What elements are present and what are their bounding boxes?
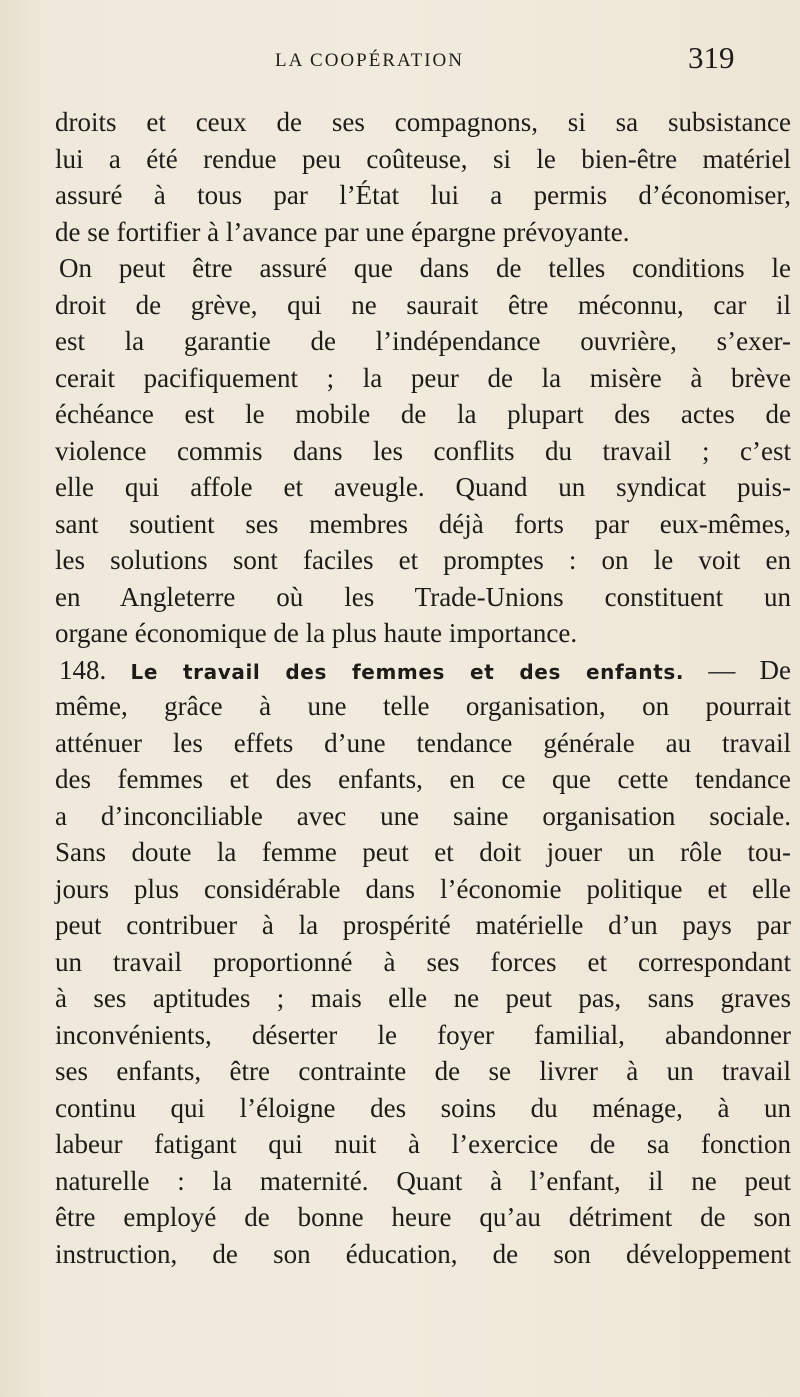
- text-line: ses enfants, être contrainte de se livrer à un travail: [55, 1056, 791, 1086]
- text-line: sant soutient ses membres déjà forts par eux-mêmes,: [55, 508, 791, 539]
- text-line: des femmes et des enfants, en ce que cette tendance: [55, 764, 791, 794]
- text-line: être employé de bonne heure qu’au détriment de son: [55, 1202, 791, 1232]
- text-line: à ses aptitudes ; mais elle ne peut pas, sans graves: [55, 983, 791, 1013]
- running-title: LA COOPÉRATION: [275, 50, 464, 71]
- text-line: droit de grève, qui ne saurait être méconnu, car il: [55, 289, 791, 320]
- section-heading-line: [55, 652, 791, 689]
- text-line: inconvénients, déserter le foyer familial, abandonner: [55, 1019, 791, 1050]
- text-line: continu qui l’éloigne des soins du ménage, à un: [55, 1092, 791, 1123]
- body-text: [55, 104, 791, 1272]
- page-number: 319: [688, 40, 735, 75]
- text-line: instruction, de son éducation, de son développement: [55, 1238, 791, 1269]
- text-line: droits et ceux de ses compagnons, si sa subsistance: [55, 107, 791, 137]
- text-line: a d’inconciliable avec une saine organisation sociale.: [55, 800, 791, 831]
- text-line: lui a été rendue peu coûteuse, si le bien-être matériel: [55, 143, 791, 174]
- text-line: elle qui affole et aveugle. Quand un syndicat puis-: [55, 472, 791, 502]
- text-line: les solutions sont faciles et promptes : on le voit en: [55, 545, 791, 575]
- text-line: jours plus considérable dans l’économie politique et elle: [55, 873, 791, 904]
- text-line: On peut être assuré que dans de telles conditions le: [59, 253, 791, 283]
- text-line: de se fortifier à l’avance par une épargne prévoyante.: [55, 216, 630, 247]
- section-148: [55, 652, 791, 1273]
- paragraph-strike: [55, 250, 791, 652]
- text-line: est la garantie de l’indépendance ouvrière, s’exer-: [55, 326, 791, 356]
- text-line: assuré à tous par l’État lui a permis d’économiser,: [55, 180, 791, 210]
- text-line: atténuer les effets d’une tendance générale au travail: [55, 727, 791, 758]
- text-line: naturelle : la maternité. Quant à l’enfant, il ne peut: [55, 1165, 791, 1196]
- section-first-line-rest: — De: [708, 654, 792, 685]
- text-line: échéance est le mobile de la plupart des actes de: [55, 399, 791, 429]
- paragraph-continuation: [55, 104, 791, 250]
- section-number: 148.: [59, 654, 107, 685]
- text-line: même, grâce à une telle organisation, on pourrait: [55, 691, 791, 721]
- text-line: violence commis dans les conflits du travail ; c’est: [55, 435, 791, 466]
- section-title: Le travail des femmes et des enfants.: [130, 659, 685, 684]
- text-line: un travail proportionné à ses forces et correspondant: [55, 946, 791, 977]
- text-line: organe économique de la plus haute importance.: [55, 618, 578, 648]
- text-line: peut contribuer à la prospérité matérielle d’un pays par: [55, 910, 791, 940]
- running-head: [0, 36, 800, 86]
- text-line: en Angleterre où les Trade-Unions constituent un: [55, 581, 791, 612]
- text-line: Sans doute la femme peut et doit jouer un rôle tou-: [55, 837, 791, 867]
- text-line: cerait pacifiquement ; la peur de la misère à brève: [55, 362, 791, 393]
- text-line: labeur fatigant qui nuit à l’exercice de sa fonction: [55, 1129, 791, 1159]
